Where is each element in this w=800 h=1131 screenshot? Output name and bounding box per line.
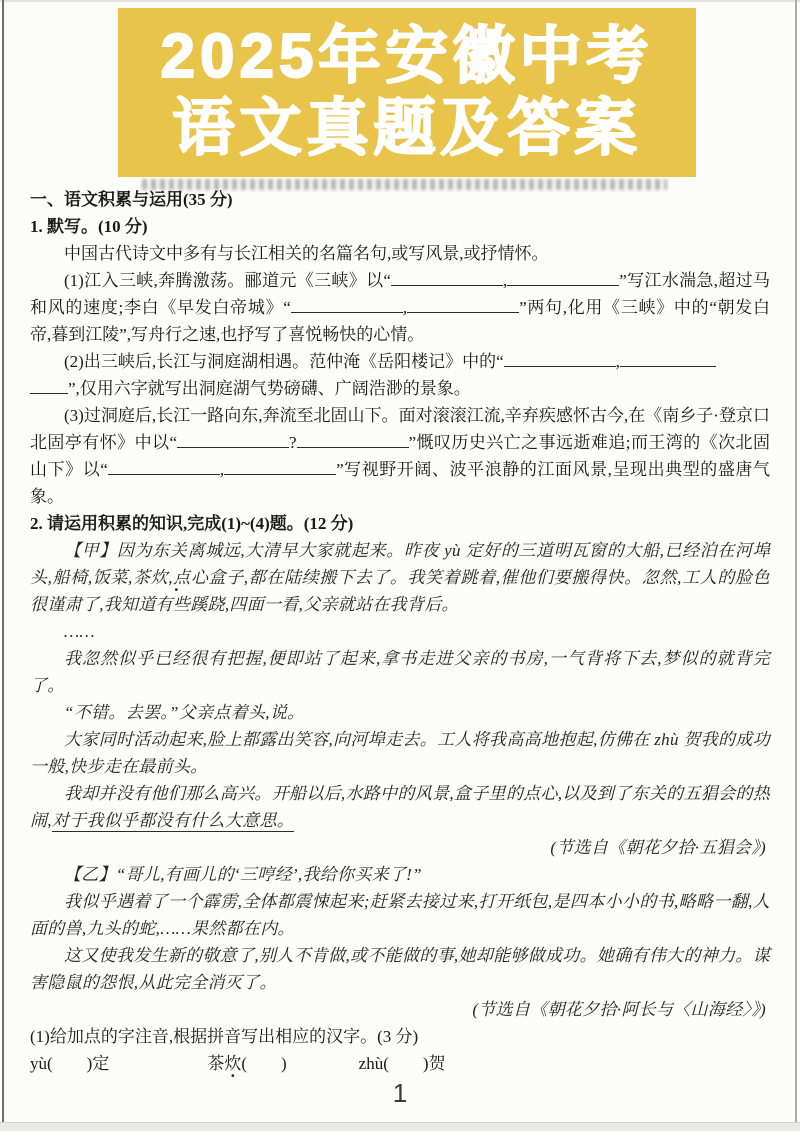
passage-jia-ellipsis: …… bbox=[64, 622, 95, 641]
answer-blank-line bbox=[504, 350, 616, 367]
passage-jia-paragraph-3: 我忽然似乎已经很有把握,便即站了起来,拿书走进父亲的书房,一气背将下去,梦似的就背完了。 bbox=[30, 649, 770, 695]
passage-jia-paragraph-6 bbox=[30, 780, 770, 834]
banner-title-line-2: 语文真题及答案 bbox=[172, 93, 642, 163]
jia-p1-text-1: 【甲】因为东关离城远,大清早大家就起来。昨夜 yù 定好的三道明瓦窗的大船,已经泊在河埠头,船椅,饭菜,茶 bbox=[30, 541, 770, 587]
item3-question-mark: ? bbox=[289, 433, 297, 452]
passage-yi-source: (节选自《朝花夕拾·阿长与〈山海经〉》) bbox=[472, 1000, 766, 1019]
answer-blank-line bbox=[177, 431, 289, 448]
answer-blank-line bbox=[620, 350, 716, 367]
item3-text-2: ”慨叹历史兴亡之事远逝难追;而王湾的《次北固山下》以“ bbox=[30, 433, 770, 479]
item1-text-3: ”两句,化用《三峡》中的“朝发白帝,暮到江陵”,写舟行之速,也抒写了喜悦畅快的心情。 bbox=[30, 298, 770, 344]
pinyin-item-chachui bbox=[207, 1050, 286, 1077]
jia-p1-text-2: ,点心盒子,都在陆续搬下去了。我笑着跳着,催他们要搬得快。忽然,工人的脸色很谨肃了,我知道有些蹊跷,四面一看,父亲就站在我背后。 bbox=[30, 568, 770, 614]
page-top-edge bbox=[0, 0, 800, 2]
jia-p6-underlined-clause: 对于我似乎都没有什么大意思。 bbox=[51, 811, 295, 830]
passage-jia-paragraph-4: “不错。去罢。”父亲点着头,说。 bbox=[64, 703, 305, 722]
item1-text-2: ”写江水湍急,超过马和风的速度;李白《早发白帝城》“ bbox=[30, 271, 770, 317]
item1-text-1: (1)江入三峡,奔腾激荡。郦道元《三峡》以“ bbox=[64, 271, 391, 290]
passage-yi bbox=[30, 861, 770, 1023]
passage-jia-source: (节选自《朝花夕拾·五猖会》) bbox=[550, 838, 766, 857]
answer-blank-line bbox=[507, 269, 619, 286]
passage-jia-paragraph-1 bbox=[30, 537, 770, 618]
item3-comma: , bbox=[219, 460, 225, 479]
item3-text-3: ”写视野开阔、波平浪静的江面风景,呈现出典型的盛唐气象。 bbox=[30, 460, 771, 506]
chachui-prefix: 茶 bbox=[207, 1054, 225, 1073]
chachui-suffix: ( ) bbox=[241, 1054, 287, 1073]
page-left-edge bbox=[2, 0, 4, 1131]
exam-content bbox=[30, 186, 770, 1077]
page-right-edge bbox=[795, 0, 797, 1131]
passage-jia bbox=[30, 537, 770, 861]
answer-blank-line bbox=[291, 296, 403, 313]
question-1-label: 1. 默写。(10 分) bbox=[30, 217, 148, 236]
item2-comma: , bbox=[615, 352, 620, 371]
item2-text-2: ”,仅用六字就写出洞庭湖气势磅礴、广阔浩渺的景象。 bbox=[68, 379, 471, 398]
item1-comma-2: , bbox=[402, 298, 408, 317]
jia-p6-text: 我却并没有他们那么高兴。开船以后,水路中的风景,盒子里的点心,以及到了东关的五猖会的热闹, bbox=[30, 784, 770, 830]
item1-comma-1: , bbox=[502, 271, 508, 290]
question-1-item-2 bbox=[30, 348, 770, 402]
item3-text-1: (3)过洞庭后,长江一路向东,奔流至北固山下。面对滚滚江流,辛弃疾感怀古今,在《南乡子·登京口北固亭有怀》中以“ bbox=[30, 406, 770, 452]
question-2-sub1-label: (1)给加点的字注音,根据拼音写出相应的汉字。(3 分) bbox=[30, 1027, 419, 1046]
answer-blank-line bbox=[391, 269, 503, 286]
passage-jia-paragraph-5: 大家同时活动起来,脸上都露出笑容,向河埠走去。工人将我高高地抱起,仿佛在 zhù 贺我的成功一般,快步走在最前头。 bbox=[30, 730, 770, 776]
question-1-intro: 中国古代诗文中多有与长江相关的名篇名句,或写风景,或抒情怀。 bbox=[64, 244, 549, 263]
title-banner bbox=[118, 8, 696, 177]
pinyin-item-yu: yù( )定 bbox=[30, 1054, 110, 1073]
answer-blank-line bbox=[297, 431, 409, 448]
question-1-item-1 bbox=[30, 267, 770, 348]
item2-text-1: (2)出三峡后,长江与洞庭湖相遇。范仲淹《岳阳楼记》中的“ bbox=[64, 352, 504, 371]
page-bottom-strip bbox=[0, 1122, 800, 1131]
page-number: 1 bbox=[392, 1078, 408, 1108]
question-2-label: 2. 请运用积累的知识,完成(1)~(4)题。(12 分) bbox=[30, 514, 354, 533]
jia-p1-dotted-char: 炊 bbox=[150, 568, 169, 587]
answer-blank-line bbox=[224, 458, 336, 475]
answer-blank-line bbox=[407, 296, 519, 313]
pinyin-answer-row bbox=[30, 1050, 770, 1077]
section-header: 一、语文积累与运用(35 分) bbox=[30, 190, 233, 209]
chachui-dotted-char: 炊 bbox=[224, 1054, 242, 1073]
passage-yi-paragraph-3: 这又使我发生新的敬意了,别人不肯做,或不能做的事,她却能够做成功。她确有伟大的神力。谋害隐鼠的怨恨,从此完全消灭了。 bbox=[30, 946, 770, 992]
passage-yi-paragraph-2: 我似乎遇着了一个霹雳,全体都震悚起来;赶紧去接过来,打开纸包,是四本小小的书,略略一翻,人面的兽,九头的蛇,……果然都在内。 bbox=[30, 892, 770, 938]
question-1-item-3 bbox=[30, 402, 770, 510]
answer-blank-line bbox=[108, 458, 220, 475]
banner-title-line-1: 2025年安徽中考 bbox=[160, 21, 654, 91]
answer-blank-line-continued bbox=[30, 377, 68, 394]
passage-yi-paragraph-1: 【乙】“哥儿,有画儿的‘三哼经’,我给你买来了!” bbox=[64, 865, 422, 884]
pinyin-item-zhu: zhù( )贺 bbox=[358, 1054, 446, 1073]
